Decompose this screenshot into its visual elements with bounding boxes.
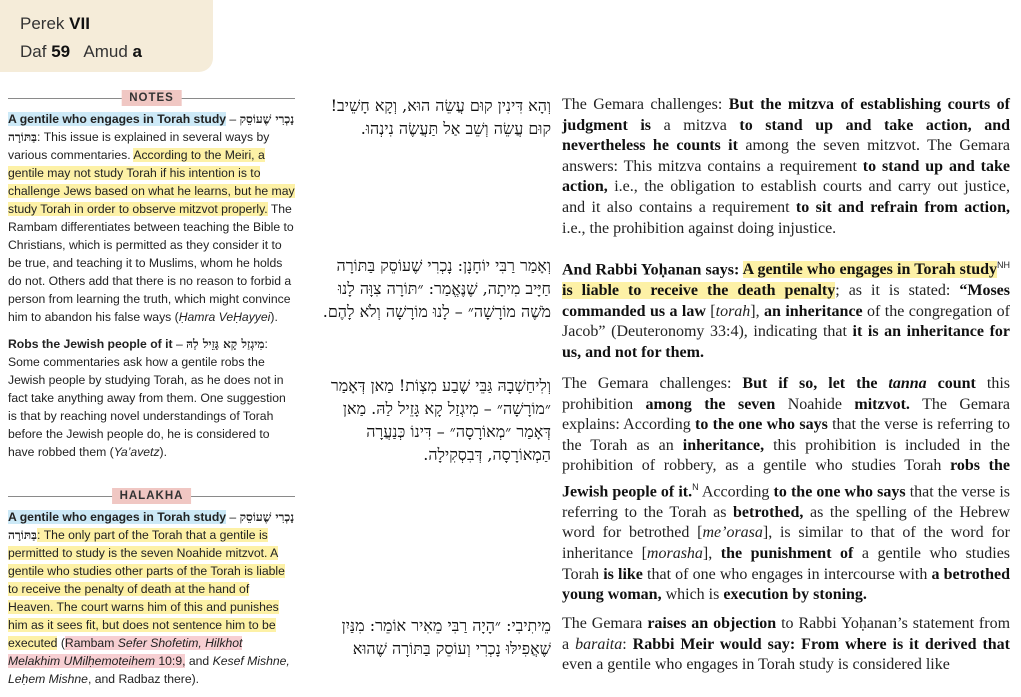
halakha-1-hebrew: נָכְרִי שֶׁעוֹסֵק בַּתּוֹרָה [8, 510, 295, 542]
english-para-1 [562, 95, 1010, 239]
text-run: baraita [575, 635, 623, 653]
amud-label: Amud [83, 42, 128, 61]
text-run: among the seven [645, 395, 776, 413]
text-run: which is [661, 586, 724, 604]
text-run: a mitzva [651, 116, 740, 134]
note-1-source: Ḥamra VeḤayyei [178, 310, 271, 324]
text-run: The Gemara explains: According [562, 395, 1011, 434]
text-run: among the seven mitzvot. [737, 137, 928, 155]
text-run: N [692, 481, 699, 492]
halakha-1-highlight: : The only part of the Torah that a gentile is permitted to study is the seven Noahide mitzvot. A gentile who studies other parts of the Torah is liable to receive the penalty of death at the hand of Heaven. The court warns him of this and punishes him as it sees fit, but does not sentence him to be executed [8, 528, 285, 650]
text-run: robs the Jewish people of it. [562, 457, 1011, 501]
page-header-tab [0, 0, 213, 72]
english-para-2 [562, 255, 1010, 363]
text-run: [ [705, 302, 716, 320]
hebrew-block-3: וְלִיחַשְׁבָהּ גַּבֵּי שֶׁבַע מִצְוֹת! מַאן דְּאָמַר ״מוֹרָשָׁה״ – מִיגְזַל קָא גָּזֵיל לַהּ. מַאן דְּאָמַר ״מְאוֹרָסָה״ – דִּינוֹ כְּנַעֲרָה הַמְאוֹרָסָה, דְּבִסְקִילָה. [330, 376, 551, 464]
text-run: morasha [646, 545, 703, 563]
text-run: The Gemara answers: This mitzva contains a requirement [562, 137, 1011, 175]
text-run: torah [715, 302, 751, 320]
halakha-label: HALAKHA [112, 488, 192, 504]
text-run: The Gemara challenges: [562, 375, 743, 392]
halakha-1-paren: ( [57, 636, 65, 650]
note-2-text-2: ). [159, 445, 167, 459]
text-run: is liable to receive the death penalty [562, 281, 836, 299]
text-run: an inheritance [764, 302, 863, 320]
note-2 [8, 335, 295, 461]
text-run: ], [702, 545, 721, 563]
daf-line [20, 42, 142, 62]
text-run: me’orasa [702, 524, 763, 542]
perek-label: Perek [20, 14, 65, 33]
text-run: this prohibition is included in the prohibition of robbery, as a gentile who studies Torah [562, 436, 1011, 475]
text-run: raises an objection [647, 615, 777, 632]
halakha-1-ref-3: 10:9, [154, 654, 186, 668]
text-run: mitzvot. [854, 395, 910, 413]
hebrew-block-1: וְהָא דִּינִין קוּם עֲשֵׂה הוּא, וְקָא חָשֵׁיב! קוּם עֲשֵׂה וְשֵׁב אַל תַּעֲשֶׂה נִינְהוּ. [330, 96, 551, 138]
text-run: of the congregation of Jacob” (Deuteronomy 33:4), indicating that [562, 302, 1010, 341]
notes-section-header [8, 90, 295, 106]
text-run: “Moses commanded us a law [562, 281, 1010, 320]
text-run: i.e., the obligation to establish courts and carry out justice, and it also contains a requirement [562, 178, 1010, 216]
halakha-1-ref-1: Rambam [64, 636, 118, 650]
text-run: : [622, 635, 633, 653]
text-run: According [698, 483, 774, 501]
text-run: to the one who says [773, 483, 906, 501]
perek-line [20, 14, 90, 34]
hebrew-block-4: מֵיתִיבִי: ״הָיָה רַבִּי מֵאִיר אוֹמֵר: מִנַּיִן שֶׁאֲפִילּוּ נָכְרִי וְעוֹסֵק בַּתּוֹרָה שֶׁהוּא [341, 616, 551, 658]
text-run: And Rabbi Yoḥanan says: [562, 261, 743, 279]
text-run: The Gemara [562, 615, 648, 632]
text-run: But the mitzva of establishing courts of judgment is [562, 96, 1010, 134]
text-run: ], is similar to that of the word for inheritance [ [562, 524, 1010, 563]
note-1 [8, 110, 295, 326]
text-run: execution by stoning. [723, 586, 867, 604]
text-run: Noahide [775, 395, 855, 413]
text-run: even a gentile who engages in Torah study is considered like [562, 656, 950, 674]
note-2-text-1: : Some commentaries ask how a gentile robs the Jewish people by studying Torah, as he does not in fact take anything away from them. One suggestion is that by reaching novel understandings of Torah before the Jewish people do, he is considered to have robbed them ( [8, 337, 286, 459]
text-run: NH [997, 260, 1010, 270]
halakha-1-tail: , and Radbaz there). [87, 672, 200, 686]
note-1-highlight: According to the Meiri, a gentile may not study Torah if his intention is to challenge Jews based on what he learns, but he may study Torah in order to observe mitzvot properly. [8, 148, 295, 216]
note-2-source: Ya’avetz [113, 445, 160, 459]
halakha-section-header [8, 488, 295, 504]
note-1-text-4: ). [270, 310, 278, 324]
text-run: to stand up and take action, and nevertheless he counts it [562, 116, 1011, 155]
daf-label: Daf [20, 42, 47, 61]
text-run: is like [603, 565, 643, 583]
note-1-text-3: The Rambam differentiates between teaching the Bible to Christians, which is permitted as they consider it to be true, and teaching it to Muslims, whom he holds do not. Others add that there is no reason to forbid a person from learning the truth, which might convince him to abandon his false ways ( [8, 202, 294, 324]
text-run: that the verse is referring to the Torah as [562, 483, 1011, 521]
text-run: count [926, 375, 976, 392]
text-run: as the spelling of the Hebrew word for betrothed [ [562, 503, 1010, 542]
text-run: i.e., the prohibition against doing injustice. [562, 219, 837, 237]
text-run: this prohibition [562, 375, 1010, 413]
text-run: to Rabbi Yoḥanan’s statement from a [562, 615, 1011, 653]
text-run: The Gemara challenges: [562, 96, 729, 113]
sidebar [8, 90, 295, 697]
text-run: ; [835, 281, 849, 299]
note-1-hebrew: נָכְרִי שֶׁעוֹסֵק בַּתּוֹרָה [8, 112, 295, 144]
text-run: But if so, let the [742, 375, 889, 392]
note-2-title: Robs the Jewish people of it [8, 337, 173, 351]
notes-label: NOTES [121, 90, 182, 106]
hebrew-block-2: וְאָמַר רַבִּי יוֹחָנָן: נָכְרִי שֶׁעוֹסֵק בַּתּוֹרָה חַיָּיב מִיתָה, שֶׁנֶּאֱמַר: ״תּוֹרָה צִוָּה לָנוּ מֹשֶׁה מוֹרָשָׁה״ – לָנוּ מוֹרָשָׁה וְלֹא לָהֶם. [322, 256, 551, 321]
text-run: to stand up and take action, [562, 157, 1010, 196]
halakha-1-dash: – [226, 510, 240, 524]
text-run: that of one who engages in intercourse with [642, 565, 932, 583]
text-run: to sit and refrain from action, [795, 198, 1011, 216]
text-run: inheritance, [682, 436, 765, 454]
text-run: ], [750, 302, 765, 320]
perek-value: VII [69, 14, 90, 33]
text-run: betrothed, [733, 503, 804, 521]
english-para-4 [562, 614, 1010, 676]
text-run: Rabbi Meir would say: From where is it derived that [632, 635, 1011, 653]
halakha-1-title: A gentile who engages in Torah study [8, 510, 227, 524]
amud-value: a [132, 42, 142, 61]
daf-value: 59 [51, 42, 71, 61]
note-2-dash: – [172, 337, 187, 351]
note-1-text-1: : This issue is explained in several ways by various commentaries. [8, 130, 270, 162]
text-run: as it is stated: [848, 281, 960, 299]
text-run: that the verse is referring to the Torah as an [562, 416, 1011, 454]
halakha-1-and: and [185, 654, 213, 668]
english-para-3 [562, 374, 1010, 606]
note-1-title: A gentile who engages in Torah study [8, 112, 227, 126]
text-run: it is an inheritance for us, and not for them. [562, 323, 1011, 361]
halakha-1-source-2: Kesef Mishne, Leḥem Mishne [8, 654, 290, 686]
text-run: a gentile who studies Torah [562, 545, 1011, 583]
note-1-dash: – [226, 112, 240, 126]
text-run: tanna [888, 375, 927, 392]
halakha-1 [8, 508, 295, 688]
text-run: a betrothed young woman, [562, 565, 1010, 604]
text-run: to the one who says [695, 416, 828, 434]
note-2-hebrew: מִיגְזַל קָא גָּזֵיל לַהּ [186, 337, 265, 351]
halakha-1-ref-2: Sefer Shofetim, Hilkhot Melakhim UMilḥemoteihem [8, 636, 243, 668]
text-run: A gentile who engages in Torah study [742, 261, 997, 279]
text-run: the punishment of [720, 545, 854, 563]
